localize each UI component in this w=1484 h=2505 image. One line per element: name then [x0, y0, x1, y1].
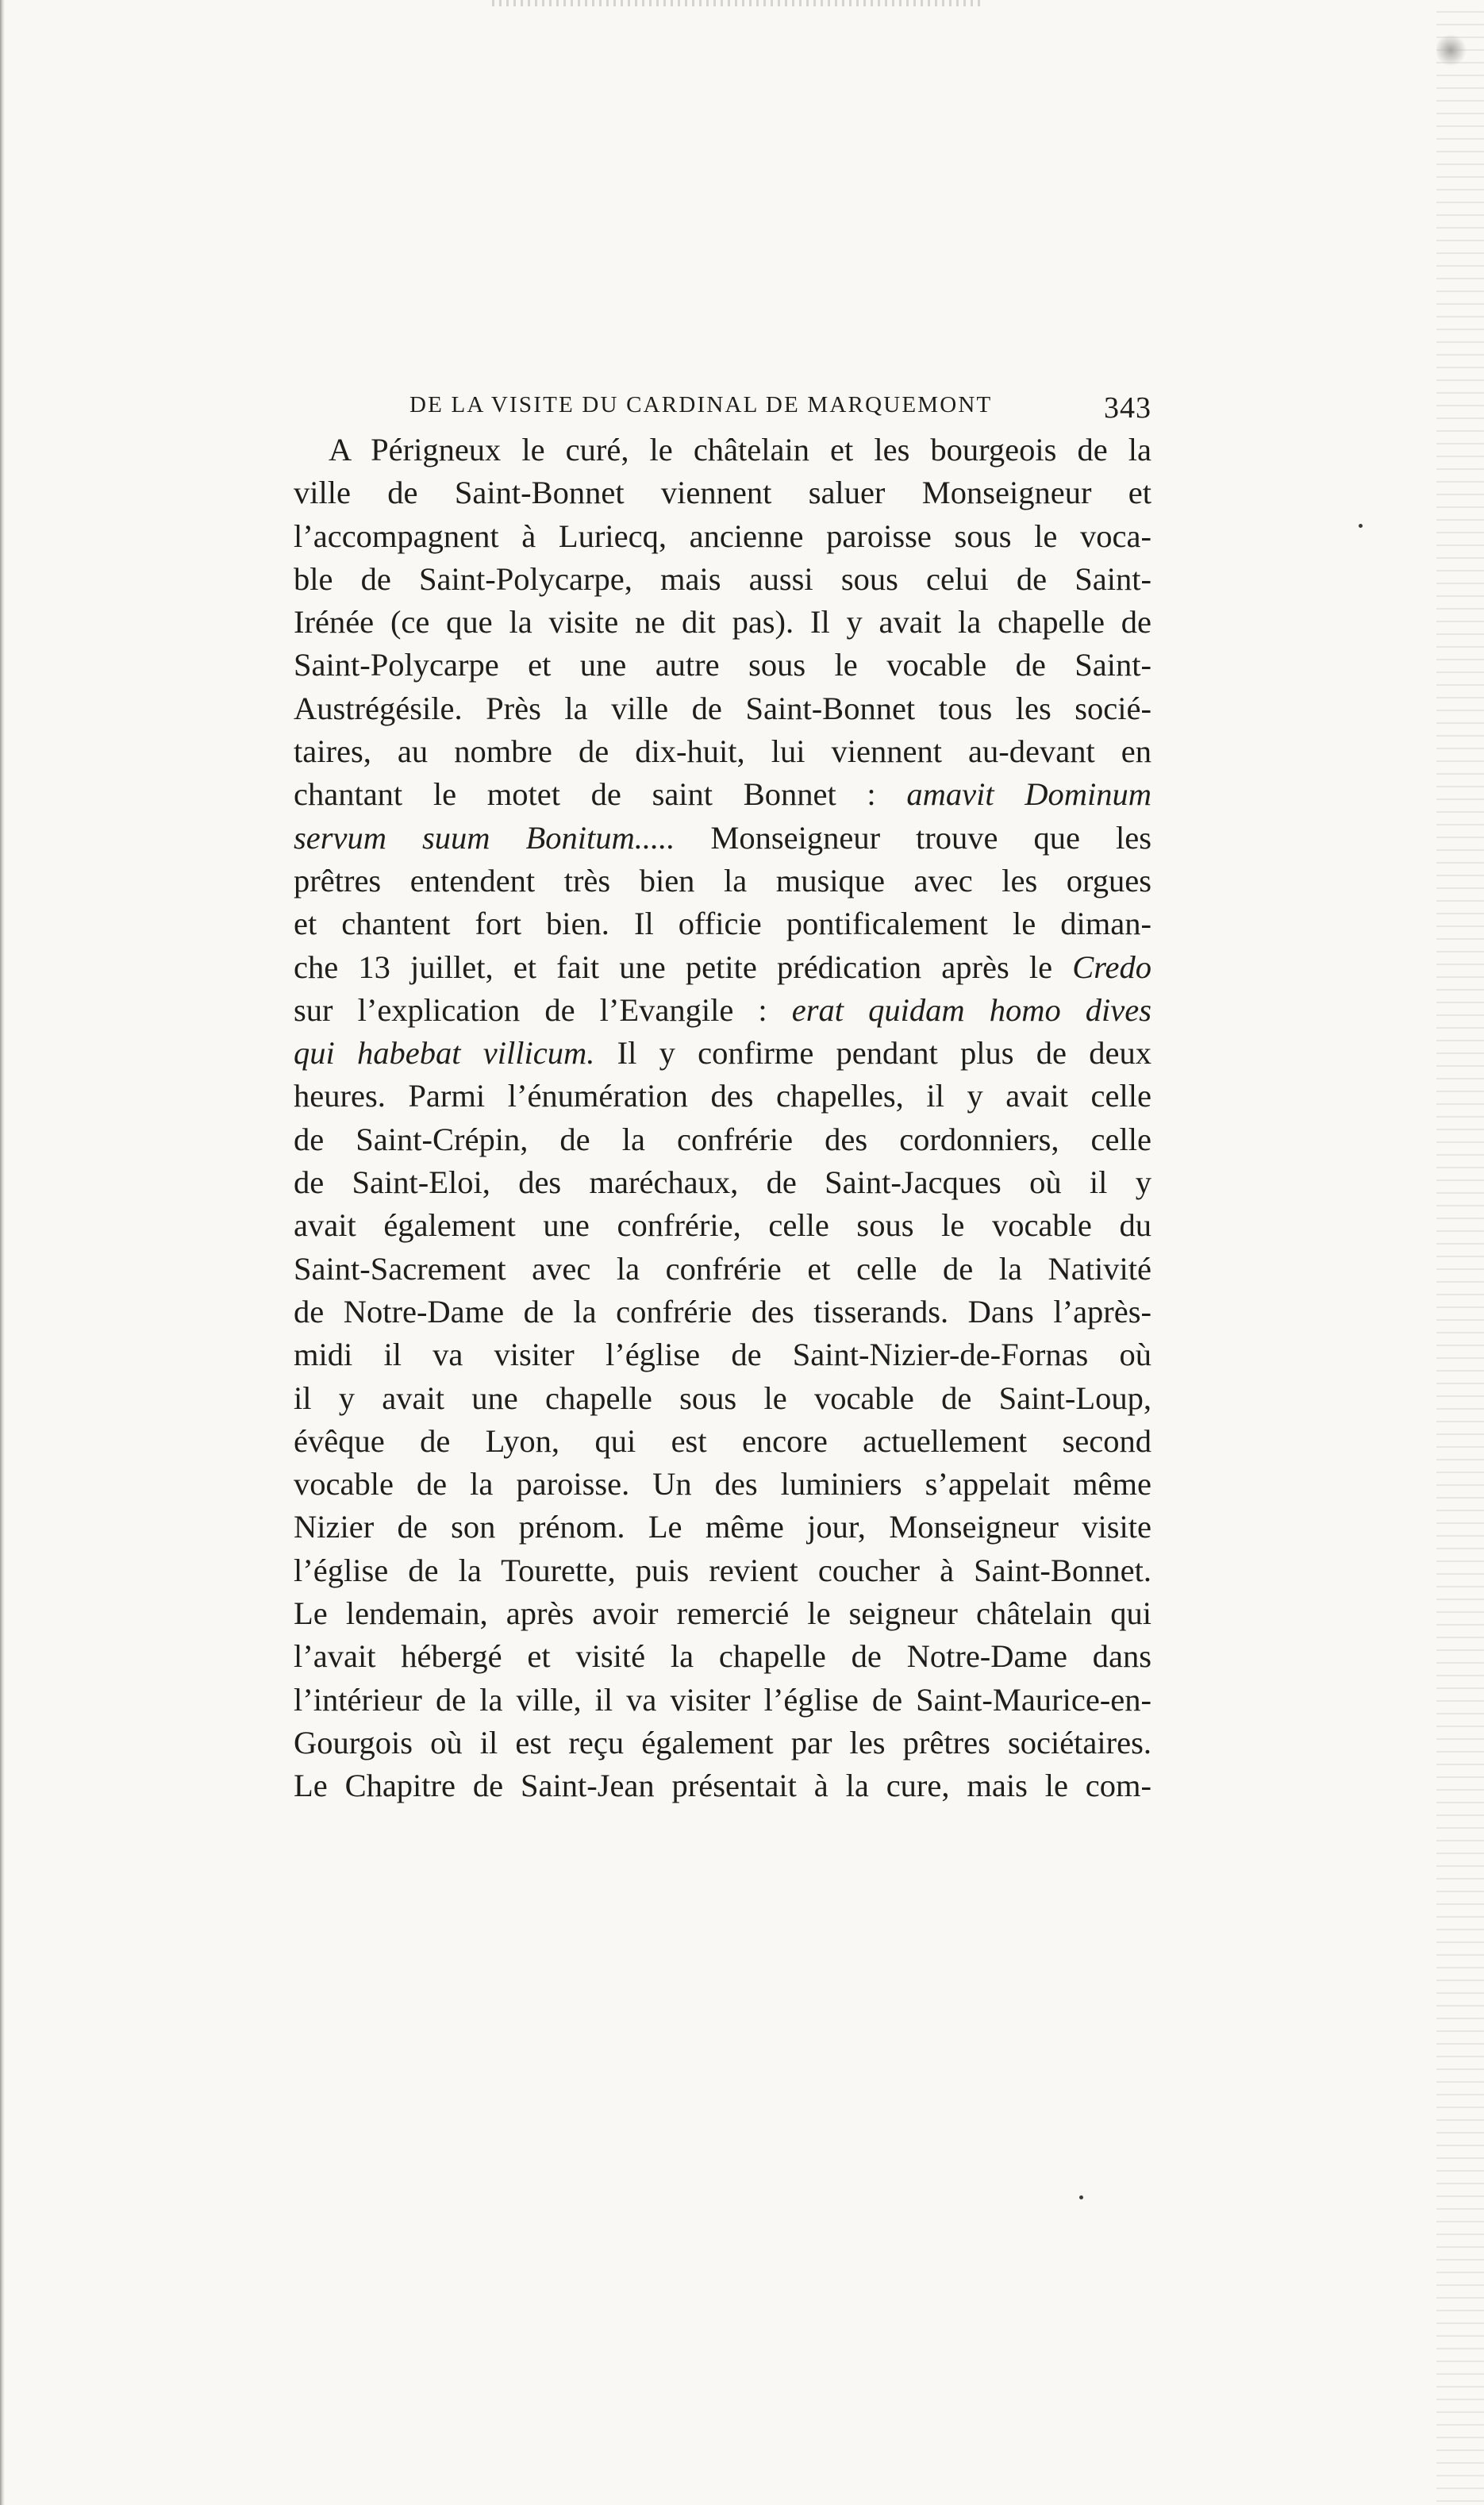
text-line — [294, 1722, 1151, 1764]
body-paragraph — [294, 429, 1151, 1808]
italic-latin-text: Credo — [1072, 949, 1151, 985]
text-run: avait également une confrérie, celle sous le vocable du — [294, 1207, 1151, 1244]
speck — [1359, 524, 1363, 528]
text-line — [294, 1679, 1151, 1722]
italic-latin-text: servum suum Bonitum..... — [294, 819, 675, 856]
text-line — [294, 1506, 1151, 1549]
italic-latin-text: erat quidam homo dives — [791, 991, 1151, 1028]
text-line — [294, 1248, 1151, 1291]
text-run: il y avait une chapelle sous le vocable de Saint-Loup, — [294, 1379, 1151, 1416]
text-run: ville de Saint-Bonnet viennent saluer Monseigneur et — [294, 475, 1151, 511]
text-run: et chantent fort bien. Il officie pontificalement le diman- — [294, 906, 1151, 942]
text-run: Austrégésile. Près la ville de Saint-Bonnet tous les socié- — [294, 690, 1151, 726]
page-edge-right — [1436, 0, 1484, 2505]
text-run: l’intérieur de la ville, il va visiter l’église de Saint-Maurice-en- — [294, 1681, 1151, 1718]
text-line — [294, 1161, 1151, 1204]
page-header — [409, 381, 1151, 429]
running-title: DE LA VISITE DU CARDINAL DE MARQUEMONT — [409, 392, 993, 418]
text-run: Il y confirme pendant plus de deux — [594, 1035, 1151, 1072]
text-line — [294, 471, 1151, 514]
text-line — [294, 601, 1151, 644]
text-line — [294, 1764, 1151, 1807]
text-run: midi il va visiter l’église de Saint-Nizier-de-Fornas où — [294, 1337, 1151, 1373]
page-number: 343 — [1104, 391, 1151, 425]
text-line — [294, 1032, 1151, 1075]
text-line — [294, 1075, 1151, 1118]
text-run: chantant le motet de saint Bonnet : — [294, 776, 907, 813]
text-run: de Notre-Dame de la confrérie des tisserands. Dans l’après- — [294, 1293, 1151, 1329]
text-run: A Périgneux le curé, le châtelain et les bourgeois de la — [329, 432, 1151, 468]
text-line — [294, 902, 1151, 945]
text-run: de Saint-Crépin, de la confrérie des cordonniers, celle — [294, 1121, 1151, 1157]
text-run: vocable de la paroisse. Un des luminiers s’appelait même — [294, 1466, 1151, 1503]
text-line — [294, 817, 1151, 860]
text-run: ble de Saint-Polycarpe, mais aussi sous celui de Saint- — [294, 560, 1151, 597]
text-line — [294, 558, 1151, 601]
text-line — [294, 1118, 1151, 1161]
text-line — [294, 1333, 1151, 1376]
text-run: prêtres entendent très bien la musique avec les orgues — [294, 862, 1151, 898]
speck — [1079, 2195, 1083, 2199]
italic-latin-text: qui habebat villicum. — [294, 1035, 595, 1072]
text-line — [294, 515, 1151, 558]
text-run: sur l’explication de l’Evangile : — [294, 991, 792, 1028]
text-line — [294, 429, 1151, 471]
text-line — [294, 730, 1151, 773]
text-line — [294, 1204, 1151, 1247]
scan-smudge — [492, 0, 984, 6]
text-run: Gourgois où il est reçu également par les prêtres sociétaires. — [294, 1724, 1151, 1760]
text-run: Saint-Polycarpe et une autre sous le vocable de Saint- — [294, 647, 1151, 683]
text-run: l’accompagnent à Luriecq, ancienne paroisse sous le voca- — [294, 518, 1151, 554]
italic-latin-text: amavit Dominum — [906, 776, 1151, 813]
page-edge-left — [0, 0, 5, 2505]
text-line — [294, 1635, 1151, 1678]
text-line — [294, 644, 1151, 687]
text-line — [294, 1463, 1151, 1506]
text-run: Le Chapitre de Saint-Jean présentait à la cure, mais le com- — [294, 1768, 1151, 1804]
text-line — [294, 989, 1151, 1032]
text-line — [294, 687, 1151, 730]
text-run: l’église de la Tourette, puis revient coucher à Saint-Bonnet. — [294, 1552, 1151, 1588]
text-run: Monseigneur trouve que les — [675, 819, 1151, 856]
text-run: che 13 juillet, et fait une petite prédication après le — [294, 949, 1073, 985]
text-line — [294, 1549, 1151, 1592]
text-line — [294, 1291, 1151, 1333]
text-run: Le lendemain, après avoir remercié le seigneur châtelain qui — [294, 1595, 1151, 1632]
text-run: taires, au nombre de dix-huit, lui viennent au-devant en — [294, 733, 1151, 770]
text-line — [294, 1592, 1151, 1635]
text-run: l’avait hébergé et visité la chapelle de Notre-Dame dans — [294, 1638, 1151, 1675]
text-run: de Saint-Eloi, des maréchaux, de Saint-Jacques où il y — [294, 1164, 1151, 1201]
text-line — [294, 860, 1151, 902]
text-run: Nizier de son prénom. Le même jour, Monseigneur visite — [294, 1509, 1151, 1545]
text-line — [294, 773, 1151, 816]
text-run: heures. Parmi l’énumération des chapelles, il y avait celle — [294, 1078, 1151, 1114]
text-line — [294, 946, 1151, 989]
text-run: Saint-Sacrement avec la confrérie et celle de la Nativité — [294, 1250, 1151, 1287]
text-line — [294, 1420, 1151, 1463]
text-run: évêque de Lyon, qui est encore actuellement second — [294, 1422, 1151, 1459]
text-run: Irénée (ce que la visite ne dit pas). Il y avait la chapelle de — [294, 604, 1151, 641]
text-line — [294, 1377, 1151, 1420]
